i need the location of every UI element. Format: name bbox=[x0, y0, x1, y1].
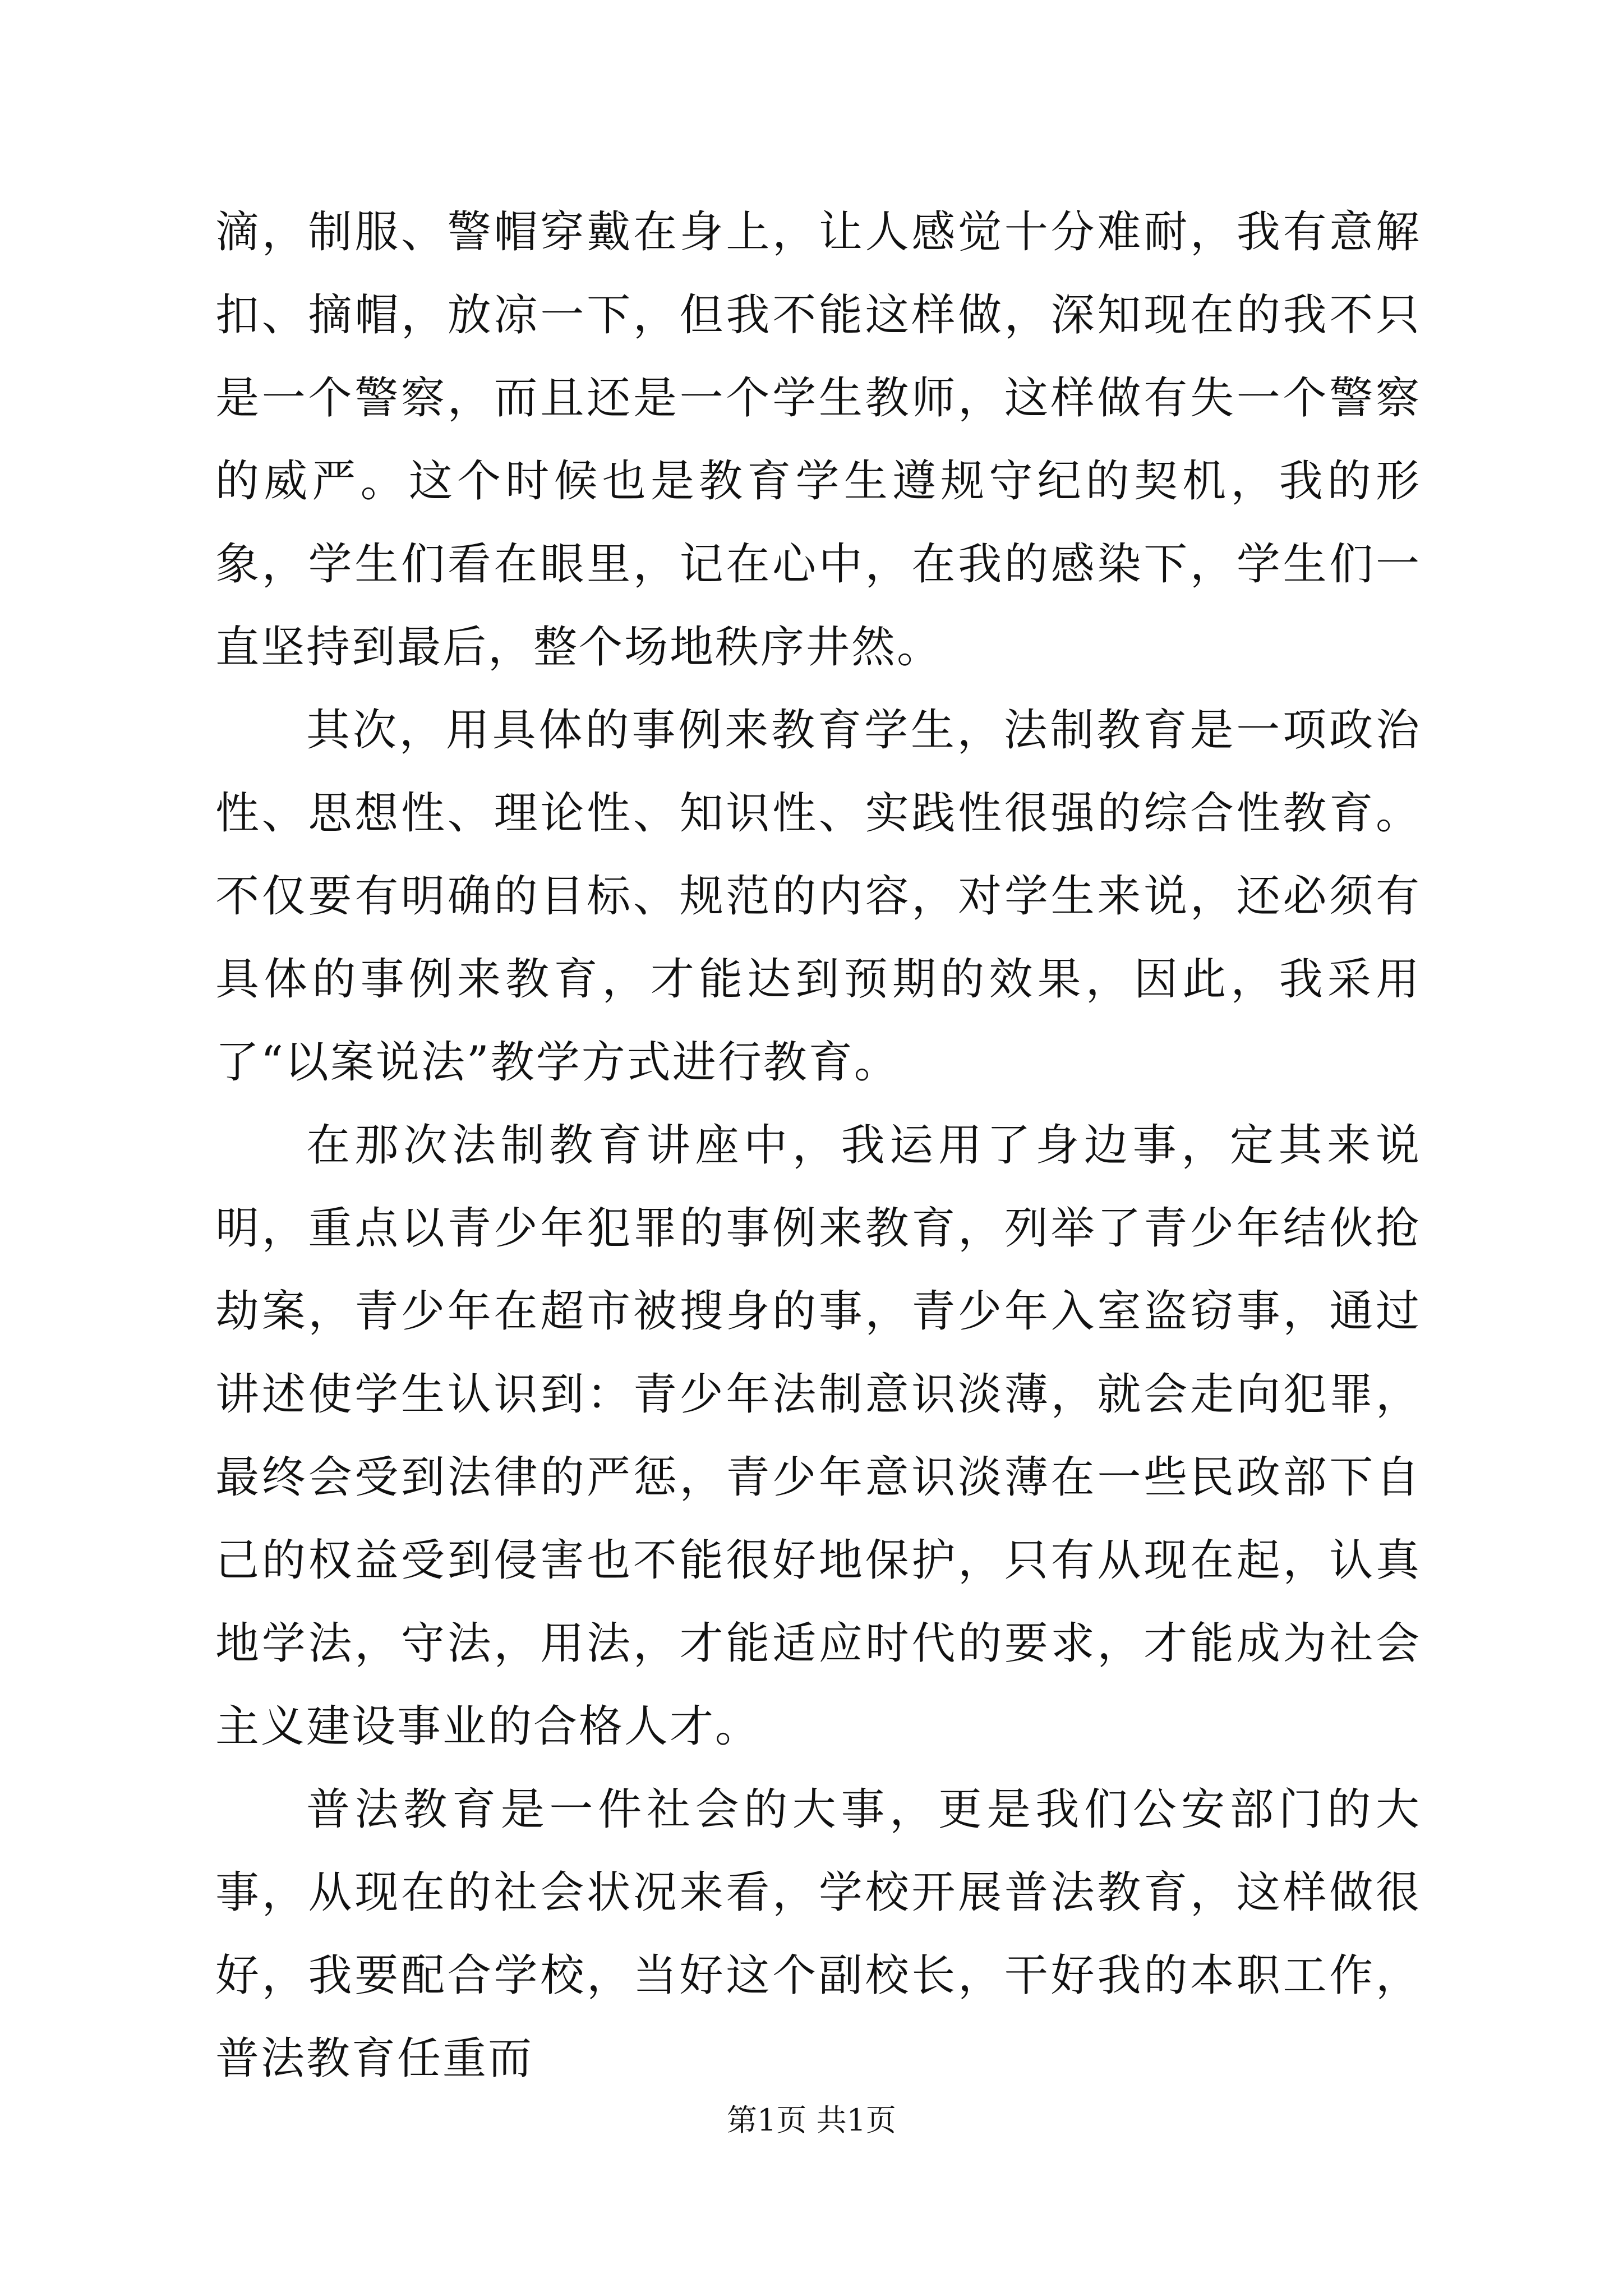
paragraph-continuation: 滴，制服、警帽穿戴在身上，让人感觉十分难耐，我有意解扣、摘帽，放凉一下，但我不能这样做，深知现在的我不只是一个警察，而且还是一个学生教师，这样做有失一个警察的威严。这个时候也是教育学生遵规守纪的契机，我的形象，学生们看在眼里，记在心中，在我的感染下，学生们一直坚持到最后，整个场地秩序井然。 bbox=[215, 207, 1421, 673]
document-body bbox=[215, 191, 1421, 2100]
paragraph-legal-education: 普法教育是一件社会的大事，更是我们公安部门的大事，从现在的社会状况来看，学校开展普法教育，这样做很好，我要配合学校，当好这个副校长，干好我的本职工作，普法教育任重而 bbox=[215, 1784, 1421, 2084]
page-footer: 第1页 共1页 bbox=[727, 2102, 896, 2138]
paragraph-concrete-examples: 其次，用具体的事例来教育学生，法制教育是一项政治性、思想性、理论性、知识性、实践性很强的综合性教育。不仅要有明确的目标、规范的内容，对学生来说，还必须有具体的事例来教育，才能达到预期的效果，因此，我采用了“以案说法”教学方式进行教育。 bbox=[215, 705, 1421, 1088]
paragraph-lecture: 在那次法制教育讲座中，我运用了身边事，定其来说明，重点以青少年犯罪的事例来教育，列举了青少年结伙抢劫案，青少年在超市被搜身的事，青少年入室盗窃事，通过讲述使学生认识到：青少年法制意识淡薄，就会走向犯罪，最终会受到法律的严惩，青少年意识淡薄在一些民政部下自己的权益受到侵害也不能很好地保护，只有从现在起，认真地学法，守法，用法，才能适应时代的要求，才能成为社会主义建设事业的合格人才。 bbox=[215, 1120, 1421, 1752]
